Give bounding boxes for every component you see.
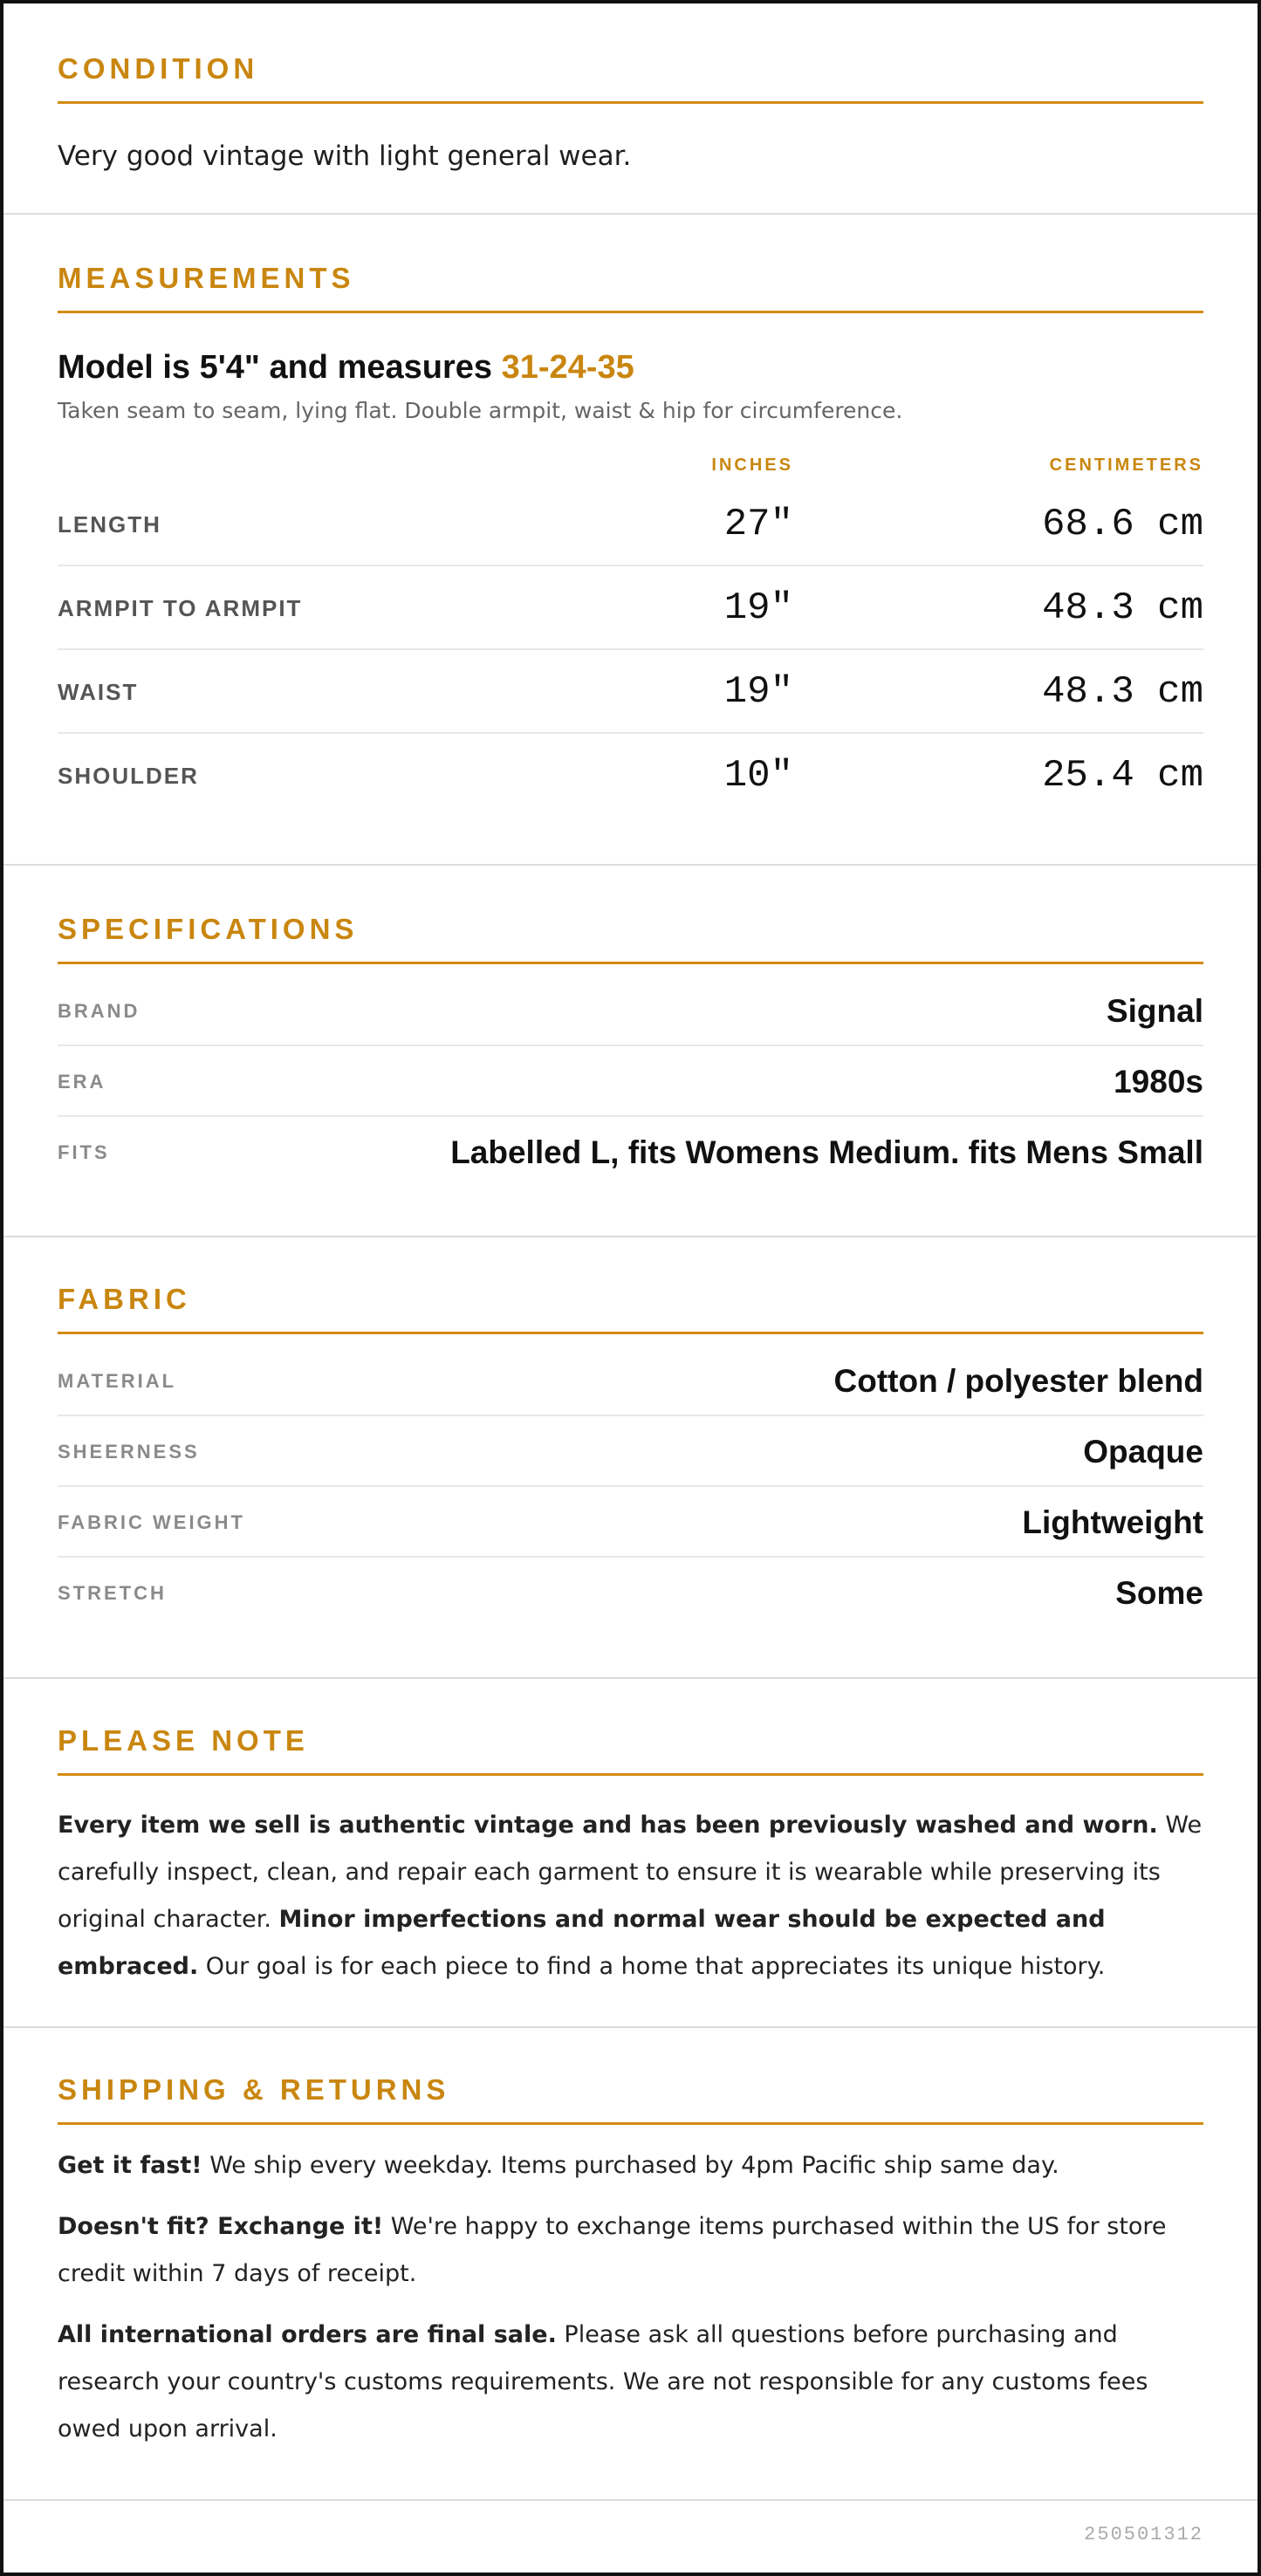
measurement-row [58, 483, 1203, 566]
specifications-title: SPECIFICATIONS [58, 913, 359, 945]
fabric-key: FABRIC WEIGHT [58, 1511, 245, 1533]
measurement-inches: 19" [723, 586, 793, 630]
measurement-inches: 27" [723, 503, 793, 546]
measurement-label: LENGTH [58, 511, 161, 538]
section-rule [58, 1332, 1203, 1334]
shipping-paragraph [58, 2312, 1203, 2453]
fabric-key: SHEERNESS [58, 1441, 200, 1463]
note-text-1: We carefully inspect, clean, and repair each garment to ensure it is wearable while preserving its original character. [58, 1812, 1203, 1933]
shipping-bold: Get it fast! [58, 2152, 202, 2179]
fabric-value: Lightweight [1022, 1504, 1203, 1540]
measurement-inches: 19" [723, 670, 793, 714]
measurements-header [58, 448, 1203, 483]
inches-column-header: INCHES [711, 456, 793, 475]
note-bold-1: Every item we sell is authentic vintage and has been previously washed and worn. [58, 1812, 1158, 1839]
measurements-subtitle: Taken seam to seam, lying flat. Double armpit, waist & hip for circumference. [58, 398, 903, 423]
condition-text: Very good vintage with light general wear. [58, 140, 632, 172]
shipping-section [3, 2070, 1258, 2453]
measurement-cm: 25.4 cm [1042, 754, 1203, 798]
shipping-title: SHIPPING & RETURNS [58, 2073, 450, 2106]
shipping-bold: All international orders are final sale. [58, 2321, 557, 2348]
fabric-row [58, 1487, 1203, 1558]
note-text-2: Our goal is for each piece to find a home that appreciates its unique history. [198, 1953, 1106, 1980]
measurement-cm: 48.3 cm [1042, 586, 1203, 630]
condition-title: CONDITION [58, 52, 259, 85]
centimeters-column-header: CENTIMETERS [1049, 456, 1203, 475]
section-rule [58, 101, 1203, 104]
section-divider [3, 1677, 1258, 1679]
measurements-section [3, 258, 1258, 818]
shipping-bold: Doesn't fit? Exchange it! [58, 2213, 384, 2240]
product-id: 250501312 [1084, 2524, 1203, 2545]
fabric-row [58, 1416, 1203, 1487]
model-prefix: Model is 5'4" and measures [58, 349, 502, 386]
measurement-inches: 10" [723, 754, 793, 798]
spec-value: 1980s [1114, 1064, 1203, 1100]
please-note-section [3, 1721, 1258, 1990]
measurement-label: SHOULDER [58, 763, 199, 789]
please-note-text [58, 1802, 1203, 1990]
fabric-key: MATERIAL [58, 1370, 177, 1392]
fabric-row [58, 1558, 1203, 1628]
section-rule [58, 962, 1203, 964]
measurement-label: ARMPIT TO ARMPIT [58, 595, 303, 621]
section-divider [3, 2499, 1258, 2501]
measurement-label: WAIST [58, 679, 139, 705]
spec-row [58, 1046, 1203, 1117]
fabric-value: Opaque [1083, 1434, 1203, 1470]
specifications-list [58, 976, 1203, 1188]
fabric-key: STRETCH [58, 1582, 167, 1604]
fabric-value: Cotton / polyester blend [833, 1363, 1203, 1399]
shipping-text: We ship every weekday. Items purchased by 4pm Pacific ship same day. [202, 2152, 1059, 2179]
spec-key: ERA [58, 1071, 106, 1093]
section-rule [58, 2122, 1203, 2125]
shipping-paragraph [58, 2203, 1203, 2298]
section-divider [3, 1236, 1258, 1237]
shipping-paragraph [58, 2142, 1203, 2189]
spec-key: BRAND [58, 1000, 140, 1022]
fabric-title: FABRIC [58, 1283, 191, 1315]
shipping-text: We're happy to exchange items purchased within the US for store credit within 7 days of receipt. [58, 2213, 1167, 2287]
shipping-body [58, 2142, 1203, 2453]
fabric-row [58, 1346, 1203, 1416]
measurement-cm: 68.6 cm [1042, 503, 1203, 546]
spec-row [58, 1117, 1203, 1188]
fabric-list [58, 1346, 1203, 1628]
model-stats: 31-24-35 [501, 349, 634, 386]
spec-row [58, 976, 1203, 1046]
spec-value: Labelled L, fits Womens Medium. fits Mens Small [450, 1134, 1203, 1170]
section-divider [3, 213, 1258, 215]
shipping-text: Please ask all questions before purchasing and research your country's customs requirements. We are not responsible for any customs fees owed upon arrival. [58, 2321, 1148, 2442]
section-divider [3, 2026, 1258, 2028]
measurements-title: MEASUREMENTS [58, 262, 355, 294]
condition-section [3, 49, 1258, 174]
section-rule [58, 311, 1203, 313]
measurement-row [58, 734, 1203, 818]
measurements-table [58, 483, 1203, 818]
measurement-row [58, 566, 1203, 650]
spec-key: FITS [58, 1141, 110, 1163]
section-rule [58, 1773, 1203, 1776]
spec-value: Signal [1106, 993, 1203, 1029]
section-divider [3, 864, 1258, 866]
fabric-section [3, 1279, 1258, 1628]
measurement-row [58, 650, 1203, 734]
model-measures [58, 346, 1203, 388]
please-note-title: PLEASE NOTE [58, 1724, 309, 1757]
fabric-value: Some [1115, 1575, 1203, 1611]
specifications-section [3, 909, 1258, 1188]
measurement-cm: 48.3 cm [1042, 670, 1203, 714]
note-bold-2: Minor imperfections and normal wear should be expected and embraced. [58, 1906, 1106, 1980]
